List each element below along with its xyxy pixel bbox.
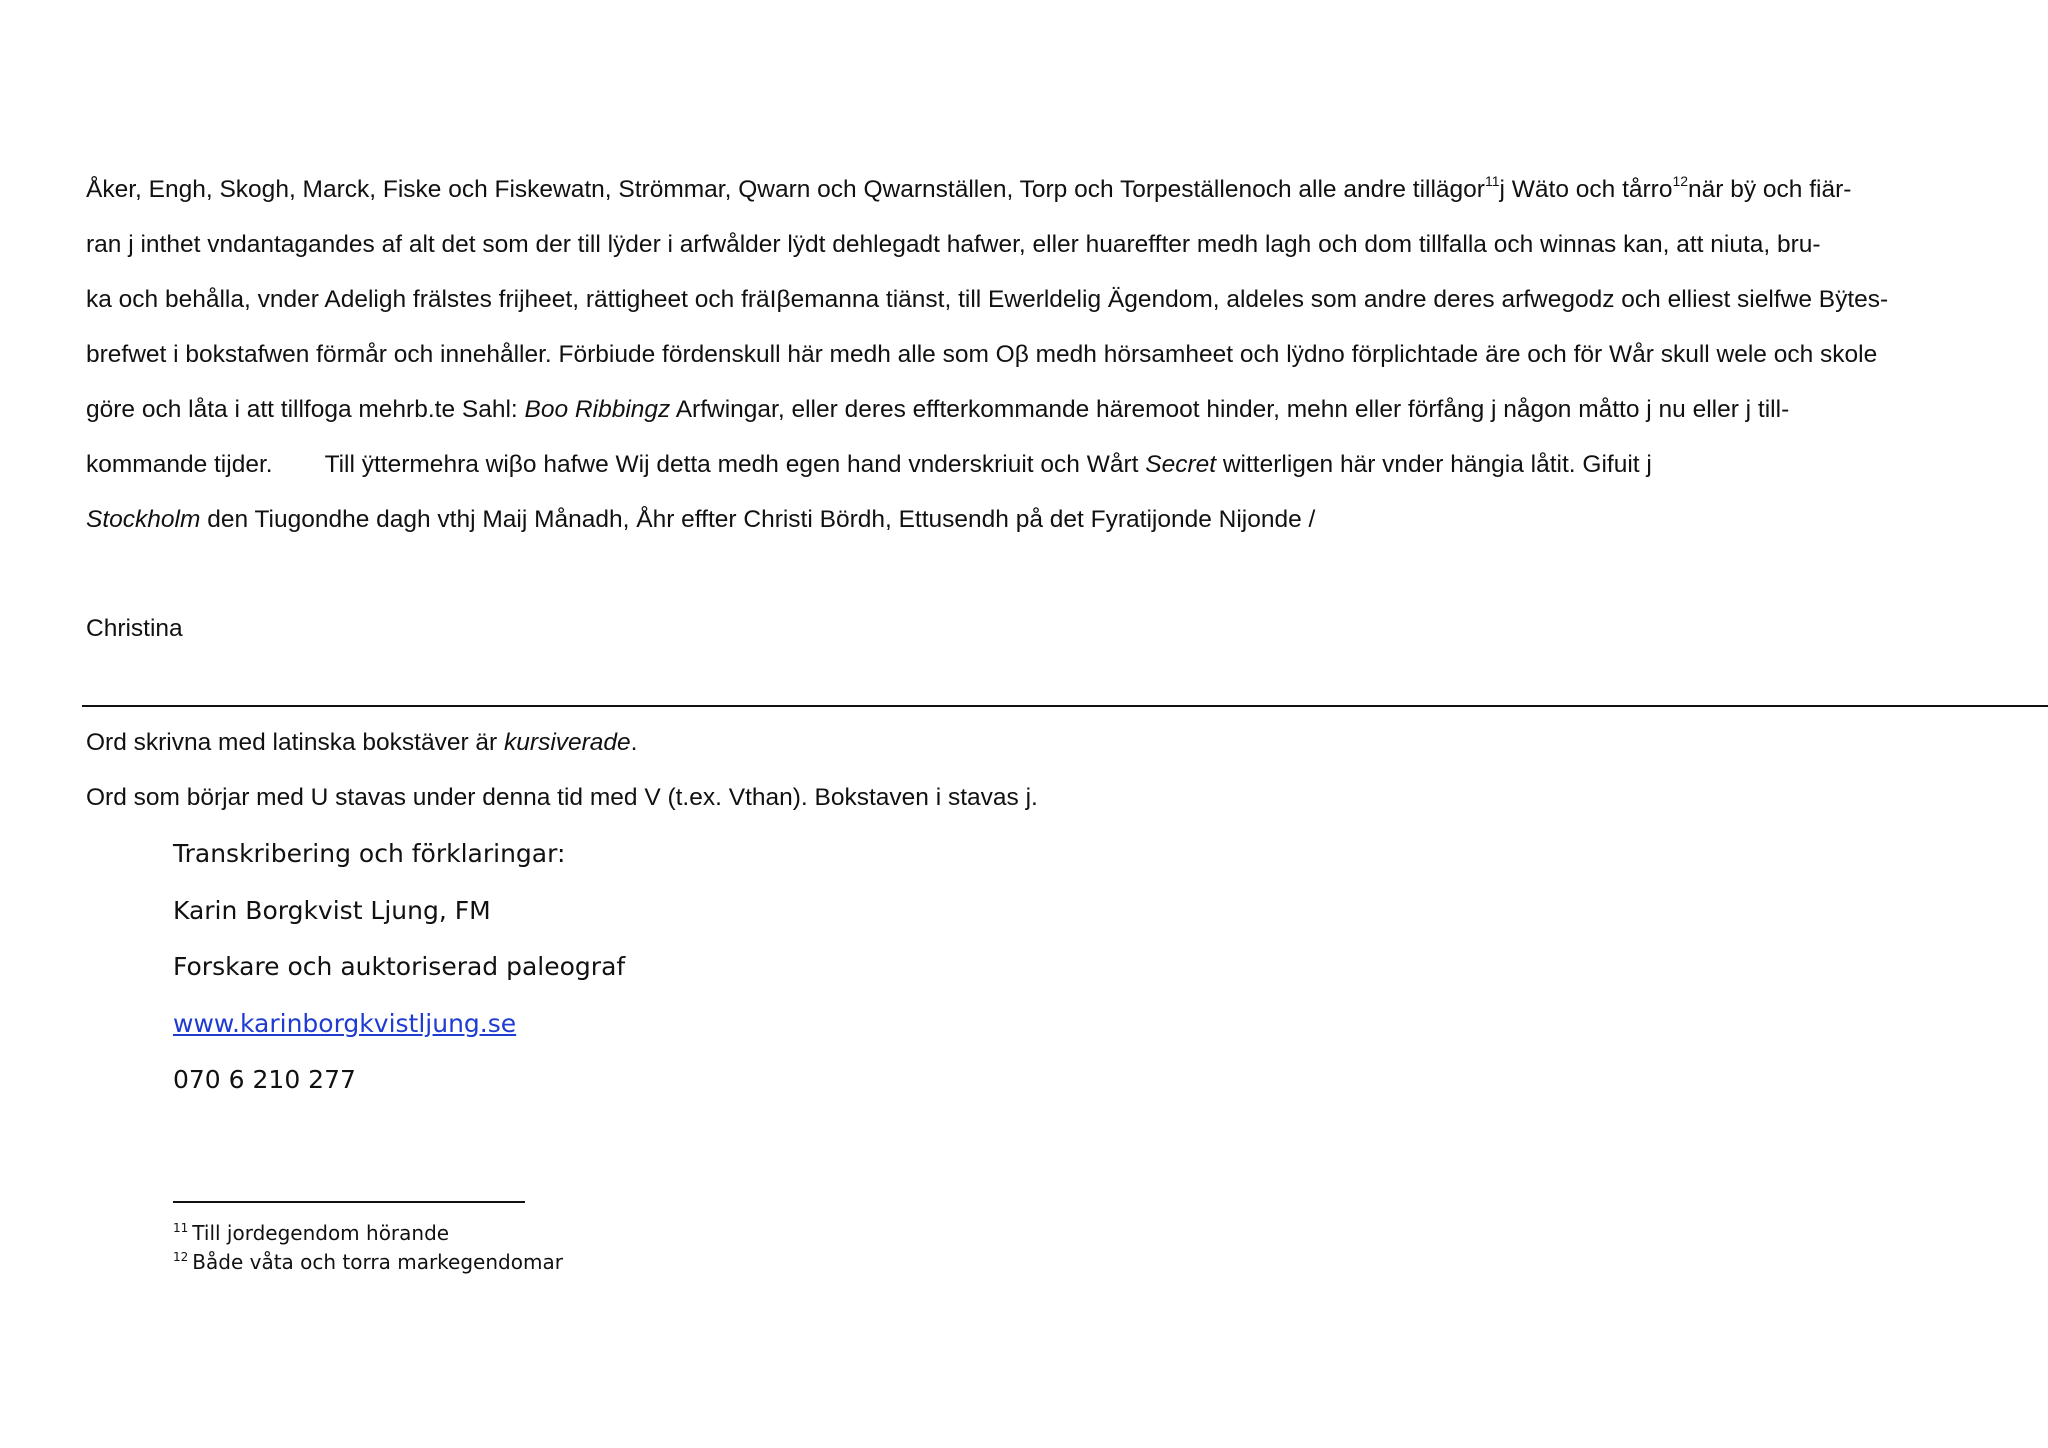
footnote-12: $^{12}$ Både våta och torra markegendomar (173, 1250, 563, 1274)
note-line-1: Ord skrivna med latinska bokstäver är kursiverade. (86, 729, 638, 756)
footnotes (173, 1219, 563, 1277)
section-divider (82, 705, 2048, 707)
credits-name: Karin Borgkvist Ljung, FM (173, 895, 491, 925)
footnote-11: $^{11}$ Till jordegendom hörande (173, 1221, 450, 1245)
italic-latin-word: Secret (1145, 451, 1217, 478)
text-line-4: brefwet i bokstafwen förmår och innehåller. Förbiude fördenskull här medh alle som Oβ medh hörsamheet och lÿdno förplichtade äre och för Wår skull wele och skole (86, 341, 1878, 368)
text-line-2: ran j inthet vndantagandes af alt det som der till lÿder i arfwålder lÿdt dehlegadt hafwer, eller huareffter medh lagh och dom tillfalla och winnas kan, att niuta, bru- (86, 231, 1821, 258)
text-line-5: göre och låta i att tillfoga mehrb.te Sahl: Boo Ribbingz Arfwingar, eller deres effterkommande häremoot hinder, mehn eller förfång j någon måtto j nu eller j till- (86, 396, 1790, 423)
credits-title: Forskare och auktoriserad paleograf (173, 952, 626, 981)
website-link[interactable]: www.karinborgkvistljung.se (173, 1008, 517, 1038)
italic-place-name: Stockholm (86, 506, 201, 533)
signature: Christina (86, 615, 183, 642)
credits-heading: Transkribering och förklaringar: (173, 839, 566, 868)
footnote-ref-12[interactable]: 12 (1672, 173, 1689, 189)
footnote-separator (173, 1201, 525, 1203)
text-line-6: kommande tijder. Till ÿttermehra wiβo hafwe Wij detta medh egen hand vnderskriuit och Wårt Secret witterligen här vnder hängia låtit. Gifuit j (86, 451, 1652, 478)
text-line-7: Stockholm den Tiugondhe dagh vthj Maij Månadh, Åhr effter Christi Bördh, Ettusendh på det Fyratijonde Nijonde / (86, 506, 1316, 533)
italic-latin-name: Boo Ribbingz (524, 396, 671, 423)
text-line-1: Åker, Engh, Skogh, Marck, Fiske och Fiskewatn, Strömmar, Qwarn och Qwarnställen, Torp och Torpeställenoch alle andre tillägor$^{11}$j Wäto och tårro$^{12}$när bÿ och fiär- (86, 173, 1852, 203)
note-line-2: Ord som börjar med U stavas under denna tid med V (t.ex. Vthan). Bokstaven i stavas j. (86, 784, 1038, 811)
transcription-body (86, 162, 2006, 547)
credits-block (173, 826, 625, 1109)
footnote-ref-11[interactable]: 11 (1484, 173, 1500, 189)
transcription-notes (86, 715, 1038, 825)
credits-phone: 070 6 210 277 (173, 1065, 356, 1094)
text-line-3: ka och behålla, vnder Adeligh frälstes frijheet, rättigheet och fräIβemanna tiänst, till Ewerldelig Ägendom, aldeles som andre deres arfwegodz och elliest sielfwe Bÿtes- (86, 286, 1889, 313)
